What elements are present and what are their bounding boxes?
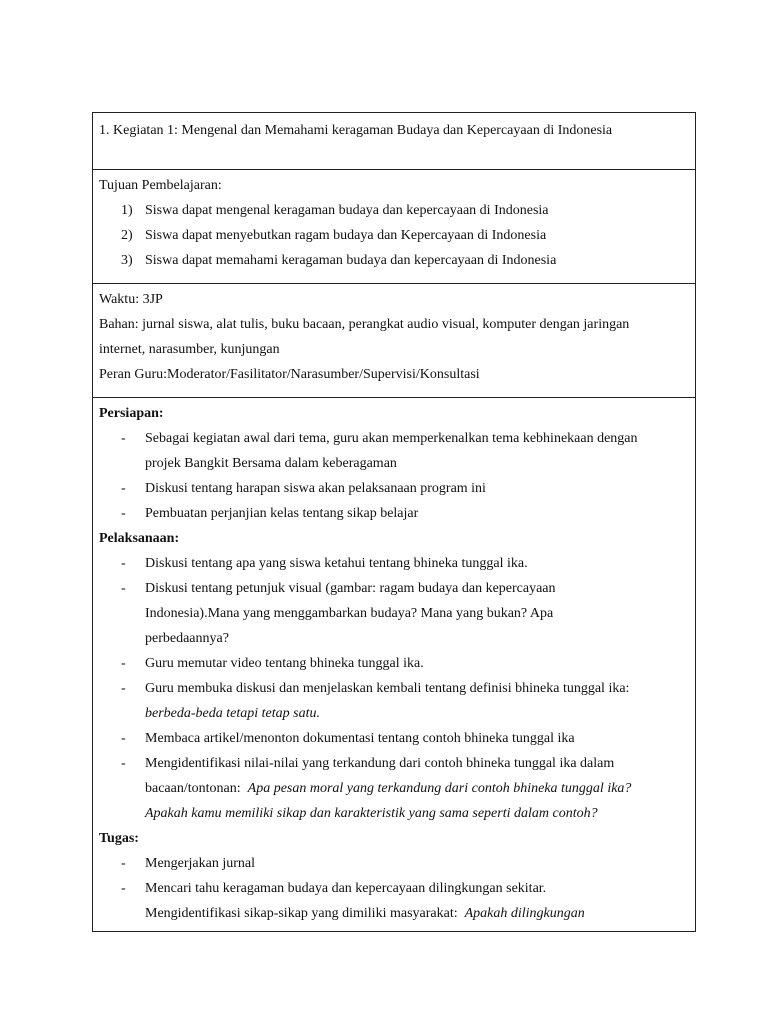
assignment-item-text: Mencari tahu keragaman budaya dan kepercayaan dilingkungan sekitar. [145, 881, 547, 896]
lesson-plan-table [92, 112, 696, 932]
assignment-item-text: Mengerjakan jurnal [145, 856, 256, 871]
materials-line-1: Bahan: jurnal siswa, alat tulis, buku bacaan, perangkat audio visual, komputer dengan jaringan [99, 317, 630, 332]
implementation-question: Apakah kamu memiliki sikap dan karakteristik yang sama seperti dalam contoh? [145, 806, 598, 821]
bullet-dash: - [121, 856, 126, 871]
implementation-item-text: Diskusi tentang apa yang siswa ketahui tentang bhineka tunggal ika. [145, 556, 528, 571]
bullet-dash: - [121, 431, 126, 446]
implementation-item [99, 676, 689, 726]
implementation-question: Apa pesan moral yang terkandung dari contoh bhineka tunggal ika? [247, 781, 632, 796]
objective-item [99, 198, 689, 223]
implementation-heading: Pelaksanaan: [99, 531, 180, 546]
bullet-dash: - [121, 556, 126, 571]
implementation-item-text: perbedaannya? [145, 631, 229, 646]
time-allocation: Waktu: 3JP [99, 292, 163, 307]
objective-number: 3) [121, 253, 133, 268]
preparation-item-text: Diskusi tentang harapan siswa akan pelaksanaan program ini [145, 481, 486, 496]
preparation-item-text: Pembuatan perjanjian kelas tentang sikap belajar [145, 506, 419, 521]
implementation-item-text: Mengidentifikasi nilai-nilai yang terkandung dari contoh bhineka tunggal ika dalam [145, 756, 615, 771]
implementation-item-text: Membaca artikel/menonton dokumentasi tentang contoh bhineka tunggal ika [145, 731, 575, 746]
objective-item [99, 223, 689, 248]
bullet-dash: - [121, 506, 126, 521]
procedure-cell [93, 398, 695, 931]
resources-cell [93, 284, 695, 398]
bullet-dash: - [121, 581, 126, 596]
assignment-heading: Tugas: [99, 831, 139, 846]
implementation-item-text: Diskusi tentang petunjuk visual (gambar: ragam budaya dan kepercayaan [145, 581, 556, 596]
bullet-dash: - [121, 731, 126, 746]
preparation-item [99, 476, 689, 501]
preparation-item-text: Sebagai kegiatan awal dari tema, guru akan memperkenalkan tema kebhinekaan dengan [145, 431, 638, 446]
implementation-item [99, 576, 689, 651]
implementation-item-text: Indonesia).Mana yang menggambarkan budaya? Mana yang bukan? Apa [145, 606, 554, 621]
preparation-item-text: projek Bangkit Bersama dalam keberagaman [145, 456, 397, 471]
activity-title-cell [93, 113, 695, 170]
objective-text: Siswa dapat menyebutkan ragam budaya dan Kepercayaan di Indonesia [145, 228, 547, 243]
materials-line-2: internet, narasumber, kunjungan [99, 342, 280, 357]
assignment-item [99, 876, 689, 926]
preparation-item [99, 501, 689, 526]
objective-number: 1) [121, 203, 133, 218]
bullet-dash: - [121, 656, 126, 671]
bullet-dash: - [121, 756, 126, 771]
implementation-item [99, 726, 689, 751]
implementation-item-text: Guru membuka diskusi dan menjelaskan kembali tentang definisi bhineka tunggal ika: [145, 681, 630, 696]
objective-number: 2) [121, 228, 133, 243]
learning-objectives-cell [93, 170, 695, 284]
implementation-item-text: bacaan/tontonan: [145, 781, 248, 796]
activity-title: 1. Kegiatan 1: Mengenal dan Memahami keragaman Budaya dan Kepercayaan di Indonesia [99, 123, 613, 138]
bullet-dash: - [121, 681, 126, 696]
bullet-dash: - [121, 881, 126, 896]
implementation-item [99, 651, 689, 676]
implementation-item [99, 551, 689, 576]
bullet-dash: - [121, 481, 126, 496]
assignment-question: Apakah dilingkungan [464, 906, 585, 921]
implementation-item [99, 751, 689, 826]
teacher-role: Peran Guru:Moderator/Fasilitator/Narasumber/Supervisi/Konsultasi [99, 367, 480, 382]
preparation-item [99, 426, 689, 476]
objective-item [99, 248, 689, 273]
preparation-heading: Persiapan: [99, 406, 164, 421]
objectives-heading: Tujuan Pembelajaran: [99, 178, 222, 193]
objective-text: Siswa dapat mengenal keragaman budaya dan kepercayaan di Indonesia [145, 203, 549, 218]
implementation-item-text: berbeda-beda tetapi tetap satu. [145, 706, 320, 721]
assignment-item-text: Mengidentifikasi sikap-sikap yang dimiliki masyarakat: [145, 906, 465, 921]
objective-text: Siswa dapat memahami keragaman budaya dan kepercayaan di Indonesia [145, 253, 557, 268]
assignment-item [99, 851, 689, 876]
implementation-item-text: Guru memutar video tentang bhineka tunggal ika. [145, 656, 424, 671]
